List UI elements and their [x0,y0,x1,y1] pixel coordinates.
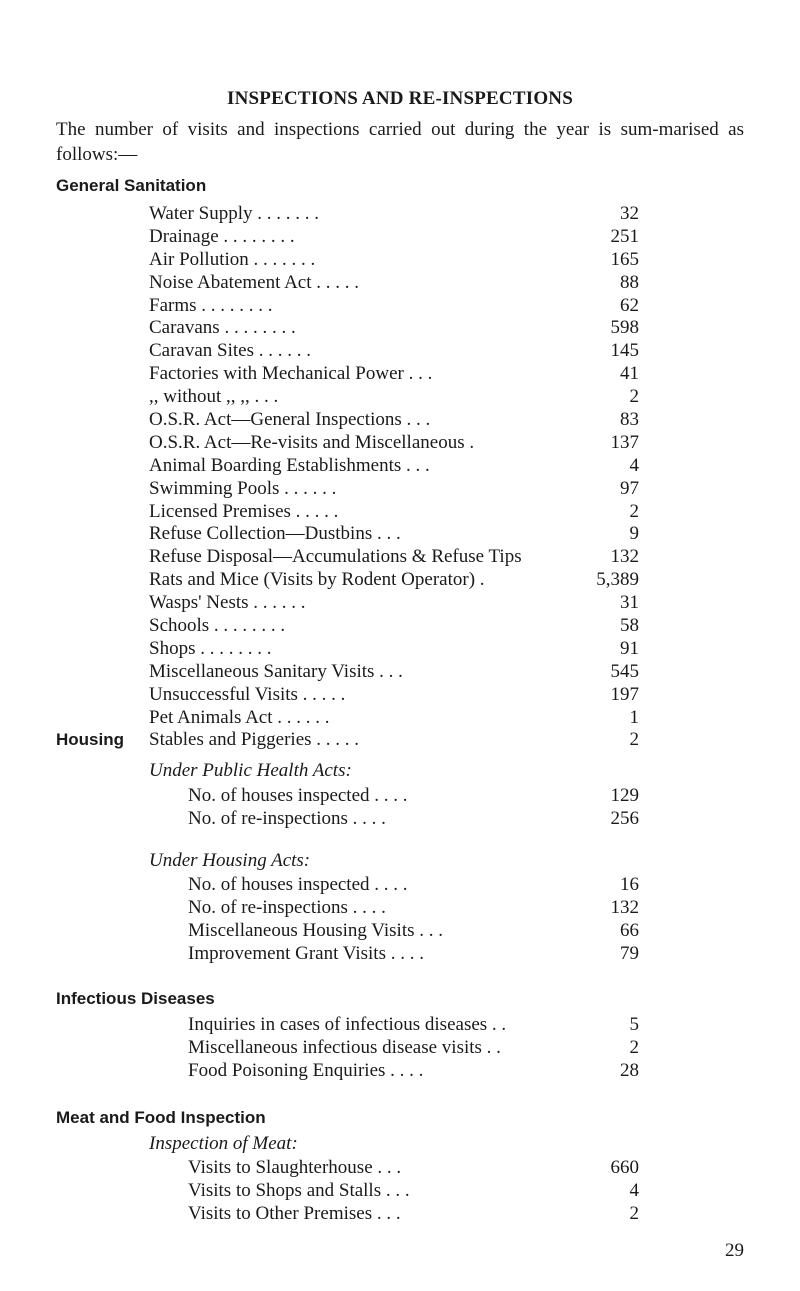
item-label: Rats and Mice (Visits by Rodent Operator) . [149,569,485,591]
item-label: Farms . . . . . . . . [149,294,273,316]
general-sanitation-heading: General Sanitation [56,176,207,195]
item-label: Food Poisoning Enquiries . . . . [188,1059,424,1081]
general-sanitation-list [149,203,639,752]
item-label: ,, without ,, ,, . . . [149,386,279,408]
item-label: Water Supply . . . . . . . [149,203,319,224]
list-item [188,1157,639,1180]
item-count: 137 [610,431,639,453]
item-count: 165 [610,248,639,270]
item-count: 4 [629,1179,639,1201]
item-count: 2 [629,1036,639,1058]
list-item [149,661,639,684]
item-count: 66 [620,919,639,941]
item-label: Shops . . . . . . . . [149,637,272,659]
item-count: 598 [610,317,639,339]
item-label: Drainage . . . . . . . . [149,225,295,247]
item-count: 88 [620,271,639,293]
list-item [149,546,639,569]
item-count: 545 [610,660,639,682]
item-count: 62 [620,294,639,316]
list-item [188,1037,639,1060]
list-item [149,272,639,295]
item-label: Refuse Collection—Dustbins . . . [149,523,401,545]
list-item [149,455,639,478]
item-label: Licensed Premises . . . . . [149,500,339,522]
list-item [188,1203,639,1226]
list-item [149,340,639,363]
list-item [149,638,639,661]
item-count: 9 [629,523,639,545]
list-item [149,707,639,730]
list-item [188,874,639,897]
list-item [149,386,639,409]
item-count: 197 [610,683,639,705]
item-label: Unsuccessful Visits . . . . . [149,683,346,705]
item-count: 28 [620,1059,639,1081]
item-count: 83 [620,409,639,431]
item-label: Miscellaneous Sanitary Visits . . . [149,660,403,682]
list-item [188,943,639,966]
item-count: 2 [629,386,639,408]
item-count: 129 [610,785,639,806]
list-item [149,523,639,546]
item-label: Swimming Pools . . . . . . [149,477,337,499]
list-item [149,592,639,615]
item-label: Animal Boarding Establishments . . . [149,454,430,476]
inspection-of-meat-subheading: Inspection of Meat: [149,1133,298,1154]
item-label: Miscellaneous Housing Visits . . . [188,919,444,941]
housing-heading: Housing [56,730,124,749]
list-item [149,363,639,386]
item-count: 660 [610,1157,639,1178]
item-label: Inquiries in cases of infectious diseases . . [188,1014,507,1035]
item-label: No. of houses inspected . . . . [188,785,408,806]
item-count: 4 [629,454,639,476]
item-label: Caravans . . . . . . . . [149,317,296,339]
item-label: Refuse Disposal—Accumulations & Refuse Tips [149,546,522,568]
intro-paragraph: The number of visits and inspections carried out during the year is sum-marised as follows:— [56,119,744,165]
item-label: Factories with Mechanical Power . . . [149,363,433,385]
list-item [149,226,639,249]
infectious-diseases-list [188,1014,639,1083]
item-label: Air Pollution . . . . . . . [149,248,316,270]
list-item [188,920,639,943]
item-count: 5 [629,1014,639,1035]
page-title: INSPECTIONS AND RE-INSPECTIONS [227,88,573,109]
item-count: 79 [620,942,639,964]
page-number: 29 [725,1240,744,1261]
item-label: O.S.R. Act—General Inspections . . . [149,409,431,431]
item-label: No. of re-inspections . . . . [188,807,386,829]
list-item [149,295,639,318]
list-item [188,785,639,808]
item-label: Caravan Sites . . . . . . [149,340,312,362]
list-item [149,569,639,592]
item-label: O.S.R. Act—Re-visits and Miscellaneous . [149,431,475,453]
item-label: Improvement Grant Visits . . . . [188,942,424,964]
item-count: 91 [620,637,639,659]
list-item [188,808,639,831]
list-item [149,729,639,752]
item-count: 132 [610,896,639,918]
housing-acts-list [188,874,639,966]
item-count: 41 [620,363,639,385]
meat-inspection-list [188,1157,639,1226]
item-count: 97 [620,477,639,499]
public-health-acts-subheading: Under Public Health Acts: [149,760,352,781]
item-count: 2 [629,1202,639,1224]
list-item [149,432,639,455]
item-count: 5,389 [596,569,639,591]
item-count: 132 [610,546,639,568]
item-label: No. of re-inspections . . . . [188,896,386,918]
list-item [149,615,639,638]
list-item [188,897,639,920]
item-count: 31 [620,592,639,614]
item-count: 1 [629,706,639,728]
list-item [149,249,639,272]
item-count: 2 [629,500,639,522]
item-label: Wasps' Nests . . . . . . [149,592,306,614]
item-label: No. of houses inspected . . . . [188,874,408,895]
item-label: Stables and Piggeries . . . . . [149,729,360,751]
list-item [149,203,639,226]
list-item [149,501,639,524]
item-count: 145 [610,340,639,362]
item-count: 32 [620,203,639,224]
list-item [149,317,639,340]
item-label: Visits to Other Premises . . . [188,1202,401,1224]
item-count: 251 [610,225,639,247]
list-item [149,409,639,432]
item-label: Noise Abatement Act . . . . . [149,271,360,293]
item-label: Miscellaneous infectious disease visits . . [188,1036,501,1058]
infectious-diseases-heading: Infectious Diseases [56,989,215,1008]
item-label: Pet Animals Act . . . . . . [149,706,330,728]
list-item [149,478,639,501]
meat-food-heading: Meat and Food Inspection [56,1108,266,1127]
item-label: Visits to Slaughterhouse . . . [188,1157,402,1178]
housing-acts-subheading: Under Housing Acts: [149,850,311,871]
item-label: Schools . . . . . . . . [149,615,286,637]
item-count: 16 [620,874,639,895]
item-count: 256 [610,807,639,829]
public-health-acts-list [188,785,639,831]
item-label: Visits to Shops and Stalls . . . [188,1179,410,1201]
item-count: 58 [620,615,639,637]
list-item [188,1014,639,1037]
list-item [188,1060,639,1083]
item-count: 2 [629,729,639,751]
list-item [188,1180,639,1203]
list-item [149,684,639,707]
